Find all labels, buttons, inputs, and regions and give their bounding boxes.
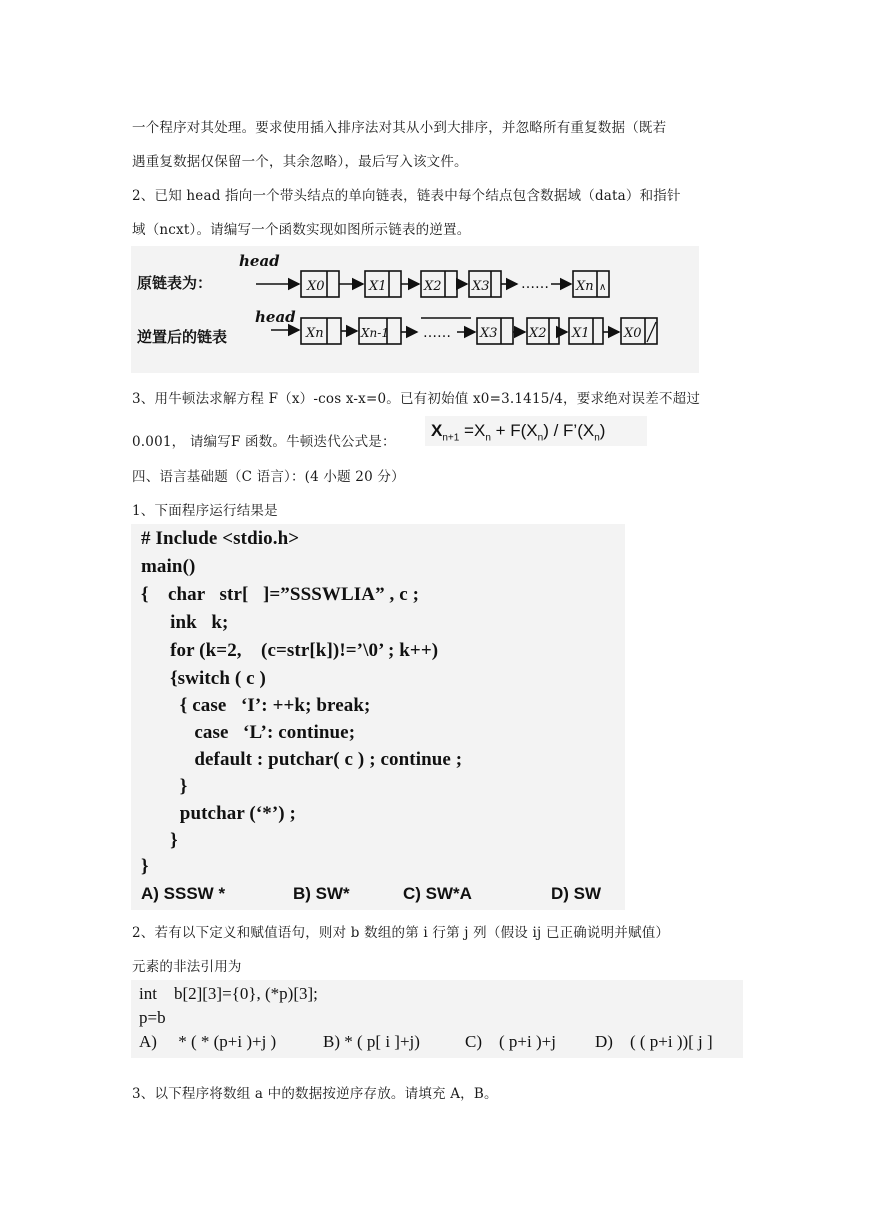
question-2-line1: 2、已知 head 指向一个带头结点的单向链表，链表中每个结点包含数据域（data）和指针 <box>132 188 681 204</box>
head-label: head <box>239 252 280 270</box>
answer-option-d: D) ( ( p+i ))[ j ] <box>595 1032 713 1051</box>
code-line: } <box>141 776 188 797</box>
svg-text:∧: ∧ <box>599 282 607 293</box>
code-line: { case ‘I’: ++k; break; <box>141 695 371 716</box>
svg-text:Xn: Xn <box>576 279 594 294</box>
answer-option-b: B) * ( p[ i ]+j) <box>323 1032 420 1051</box>
list-node <box>421 271 457 297</box>
linked-list-diagram <box>131 246 699 373</box>
svg-text:X0: X0 <box>624 326 642 341</box>
svg-text:X1: X1 <box>572 326 590 341</box>
svg-text:X3: X3 <box>480 326 498 341</box>
svg-text:Xn-1: Xn-1 <box>361 326 389 340</box>
code-line: for (k=2, (c=str[k])!=’\0’ ; k++) <box>141 640 439 661</box>
answer-option-b: B) SW* <box>293 884 350 903</box>
list-node <box>365 271 401 297</box>
code-line: } <box>141 856 149 877</box>
code-snippet-2 <box>131 980 743 1058</box>
svg-text:Xn: Xn <box>306 326 324 341</box>
answer-option-d: D) SW <box>551 884 602 903</box>
question-4-2-line2: 元素的非法引用为 <box>132 959 242 975</box>
head-label-reversed: head <box>255 308 296 326</box>
svg-text:X1: X1 <box>369 279 387 294</box>
question-4-2-line1: 2、若有以下定义和赋值语句，则对 b 数组的第 i 行第 j 列（假设 ij 已正确说明并赋值） <box>132 925 670 941</box>
answer-option-c: C) ( p+i )+j <box>465 1032 556 1051</box>
list-node <box>477 318 513 344</box>
list-node <box>573 271 609 297</box>
question-3-line1: 3、用牛顿法求解方程 F（x）-cos x-x=0。已有初始值 x0=3.1415/4，要求绝对误差不超过 <box>132 391 701 407</box>
code-line: case ‘L’: continue; <box>141 722 356 743</box>
list-node <box>301 271 339 297</box>
code-line: {switch ( c ) <box>141 668 266 689</box>
svg-text:X2: X2 <box>424 279 442 294</box>
code-block <box>131 524 625 910</box>
code-line: int b[2][3]={0}, (*p)[3]; <box>139 984 318 1003</box>
ellipsis: …… <box>423 325 451 341</box>
list-node <box>621 318 657 344</box>
list-node <box>527 318 559 344</box>
svg-text:X0: X0 <box>307 279 325 294</box>
question-2-line2: 域（ncxt）。请编写一个函数实现如图所示链表的逆置。 <box>132 222 471 238</box>
answer-option-c: C) SW*A <box>403 884 472 903</box>
list-node <box>301 318 341 344</box>
answer-option-a: A) * ( * (p+i )+j ) <box>139 1032 277 1051</box>
section-heading: 四、语言基础题（C 语言）：(4 小题 20 分） <box>132 469 405 485</box>
question-4-3: 3、以下程序将数组 a 中的数据按逆序存放。请填充 A，B。 <box>132 1086 498 1102</box>
question-3-line2: 0.001， 请编写F 函数。牛顿迭代公式是： <box>132 434 396 450</box>
question-4-1: 1、下面程序运行结果是 <box>132 503 278 519</box>
newton-formula: $X_{n+1} =X_n + F(X_n)$ / $F’(X_n)$ <box>425 416 647 446</box>
svg-text:X3: X3 <box>472 279 490 294</box>
code-line: p=b <box>139 1008 166 1027</box>
text-line: 遇重复数据仅保留一个，其余忽略），最后写入该文件。 <box>132 154 468 170</box>
original-label: 原链表为： <box>137 274 213 292</box>
reversed-label: 逆置后的链表 <box>137 328 228 346</box>
svg-text:X2: X2 <box>529 326 547 341</box>
list-node <box>569 318 603 344</box>
code-line: ink k; <box>141 612 229 633</box>
code-line: # Include <stdio.h> <box>141 528 300 549</box>
code-line: default : putchar( c ) ; continue ; <box>141 749 463 770</box>
code-line: main() <box>141 556 196 577</box>
code-line: putchar (‘*’) ; <box>141 803 296 824</box>
code-line: { char str[ ]=”SSSWLIA” , c ; <box>141 584 420 605</box>
list-node <box>469 271 501 297</box>
list-node <box>359 318 401 344</box>
answer-option-a: A) SSSW * <box>141 884 226 903</box>
text-line: 一个程序对其处理。要求使用插入排序法对其从小到大排序，并忽略所有重复数据（既若 <box>132 120 667 136</box>
code-line: } <box>141 830 178 851</box>
ellipsis: …… <box>521 276 549 292</box>
